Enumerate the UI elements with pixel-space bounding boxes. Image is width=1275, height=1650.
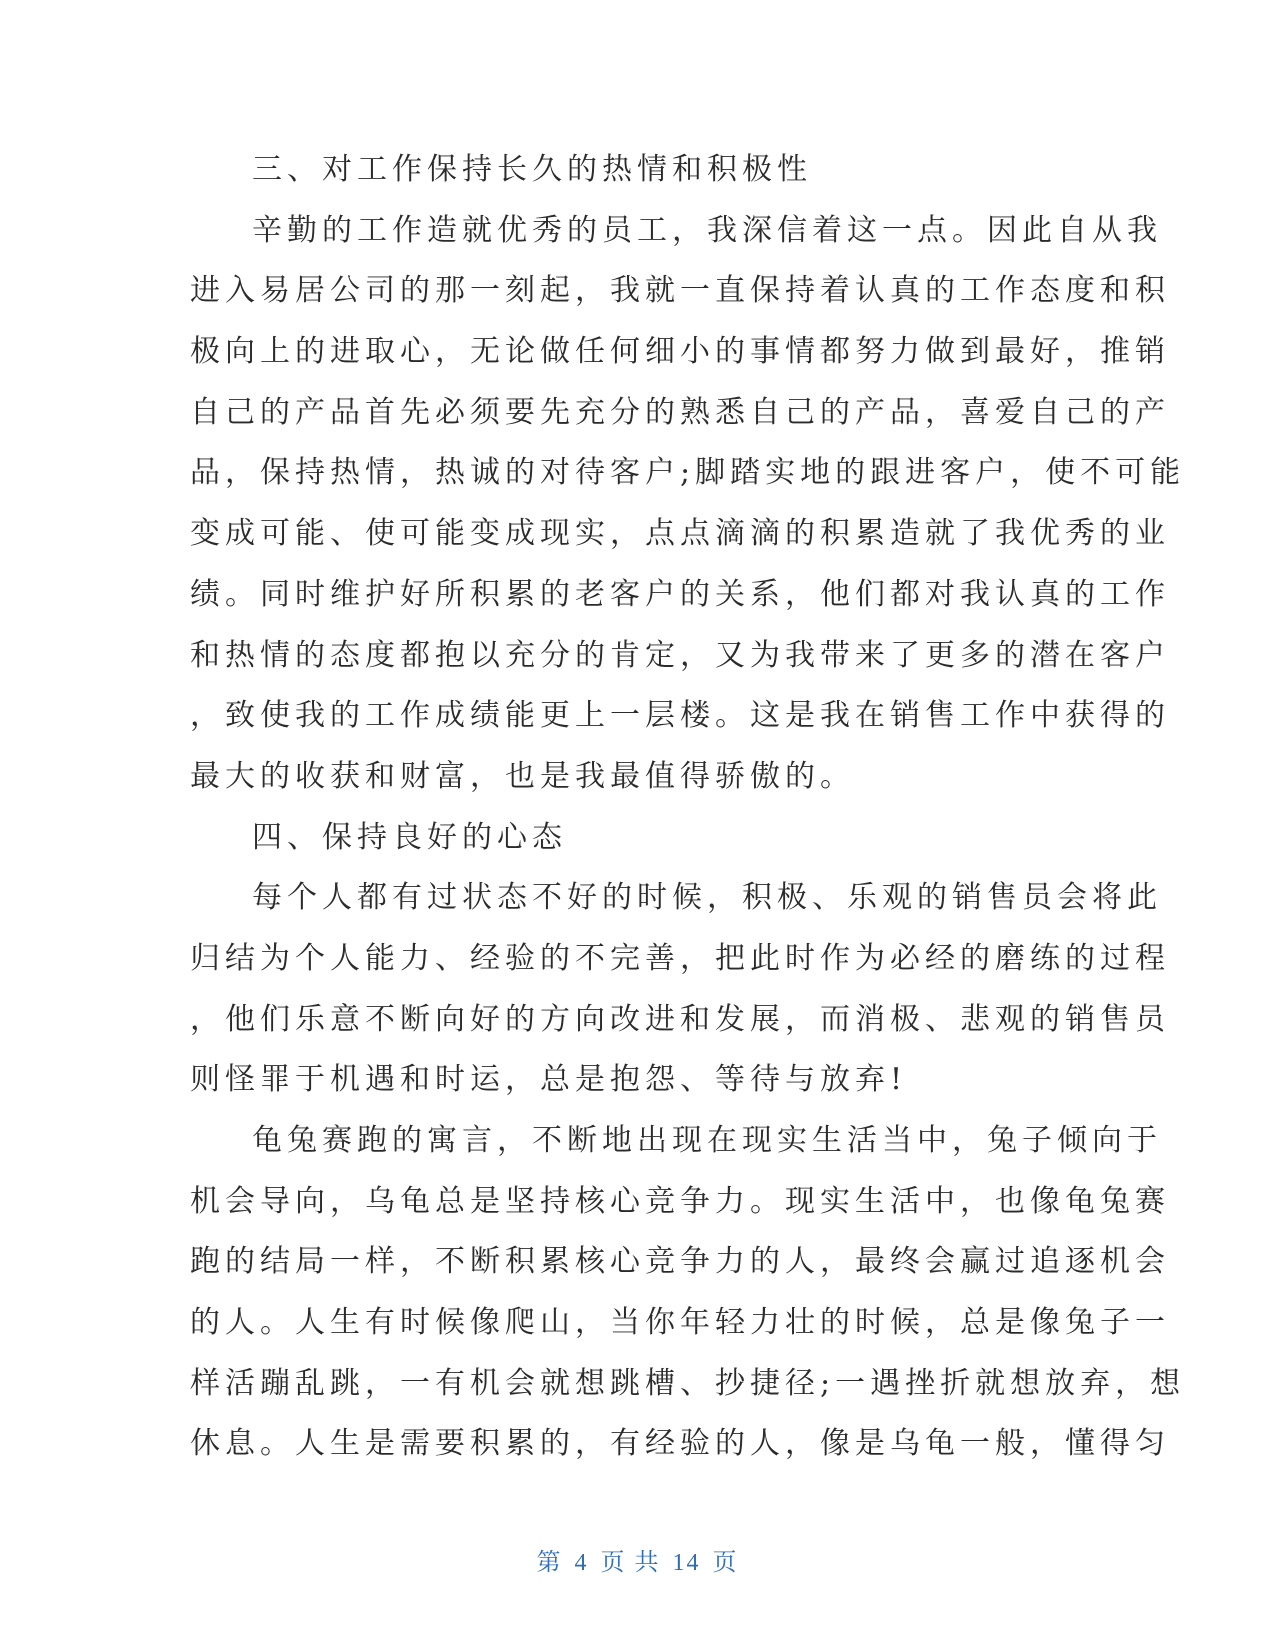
paragraph-line: 样活蹦乱跳，一有机会就想跳槽、抄捷径;一遇挫折就想放弃，想 <box>190 1365 1186 1401</box>
paragraph-line: 龟兔赛跑的寓言，不断地出现在现实生活当中，兔子倾向于 <box>252 1123 1162 1158</box>
paragraph-line: 最大的收获和财富，也是我最值得骄傲的。 <box>190 758 855 794</box>
paragraph-line: 进入易居公司的那一刻起，我就一直保持着认真的工作态度和积 <box>190 273 1170 309</box>
section-heading-3: 三、对工作保持长久的热情和积极性 <box>252 152 812 187</box>
total-page-count: 14 <box>672 1550 701 1576</box>
paragraph-line: 跑的结局一样，不断积累核心竞争力的人，最终会赢过追逐机会 <box>190 1244 1170 1280</box>
footer-suffix: 页 <box>712 1550 739 1576</box>
document-body <box>190 140 1186 1475</box>
paragraph-line: 每个人都有过状态不好的时候，积极、乐观的销售员会将此 <box>252 880 1162 916</box>
paragraph-line: 机会导向，乌龟总是坚持核心竞争力。现实生活中，也像龟兔赛 <box>190 1183 1170 1219</box>
paragraph-line: ，致使我的工作成绩能更上一层楼。这是我在销售工作中获得的 <box>190 698 1170 734</box>
paragraph-line: 和热情的态度都抱以充分的肯定，又为我带来了更多的潜在客户 <box>190 637 1170 673</box>
paragraph-line: ，他们乐意不断向好的方向改进和发展，而消极、悲观的销售员 <box>190 1001 1170 1037</box>
paragraph-line: 品，保持热情，热诚的对待客户;脚踏实地的跟进客户，使不可能 <box>190 455 1186 491</box>
page-number-footer <box>0 1542 1275 1577</box>
paragraph-line: 休息。人生是需要积累的，有经验的人，像是乌龟一般，懂得匀 <box>190 1426 1170 1462</box>
paragraph-line: 绩。同时维护好所积累的老客户的关系，他们都对我认真的工作 <box>190 576 1170 612</box>
paragraph-line: 极向上的进取心，无论做任何细小的事情都努力做到最好，推销 <box>190 334 1170 370</box>
paragraph-line: 辛勤的工作造就优秀的员工，我深信着这一点。因此自从我 <box>252 212 1162 248</box>
section-heading-4: 四、保持良好的心态 <box>252 819 567 855</box>
paragraph-line: 归结为个人能力、经验的不完善，把此时作为必经的磨练的过程 <box>190 940 1170 976</box>
paragraph-line: 的人。人生有时候像爬山，当你年轻力壮的时候，总是像兔子一 <box>190 1305 1170 1341</box>
paragraph-line: 变成可能、使可能变成现实，点点滴滴的积累造就了我优秀的业 <box>190 516 1170 552</box>
paragraph-line: 自己的产品首先必须要先充分的熟悉自己的产品，喜爱自己的产 <box>190 394 1170 430</box>
current-page-number: 4 <box>574 1550 589 1576</box>
paragraph-line: 则怪罪于机遇和时运，总是抱怨、等待与放弃! <box>190 1062 908 1098</box>
footer-prefix: 第 <box>536 1550 563 1576</box>
footer-middle: 页 共 <box>600 1550 661 1576</box>
